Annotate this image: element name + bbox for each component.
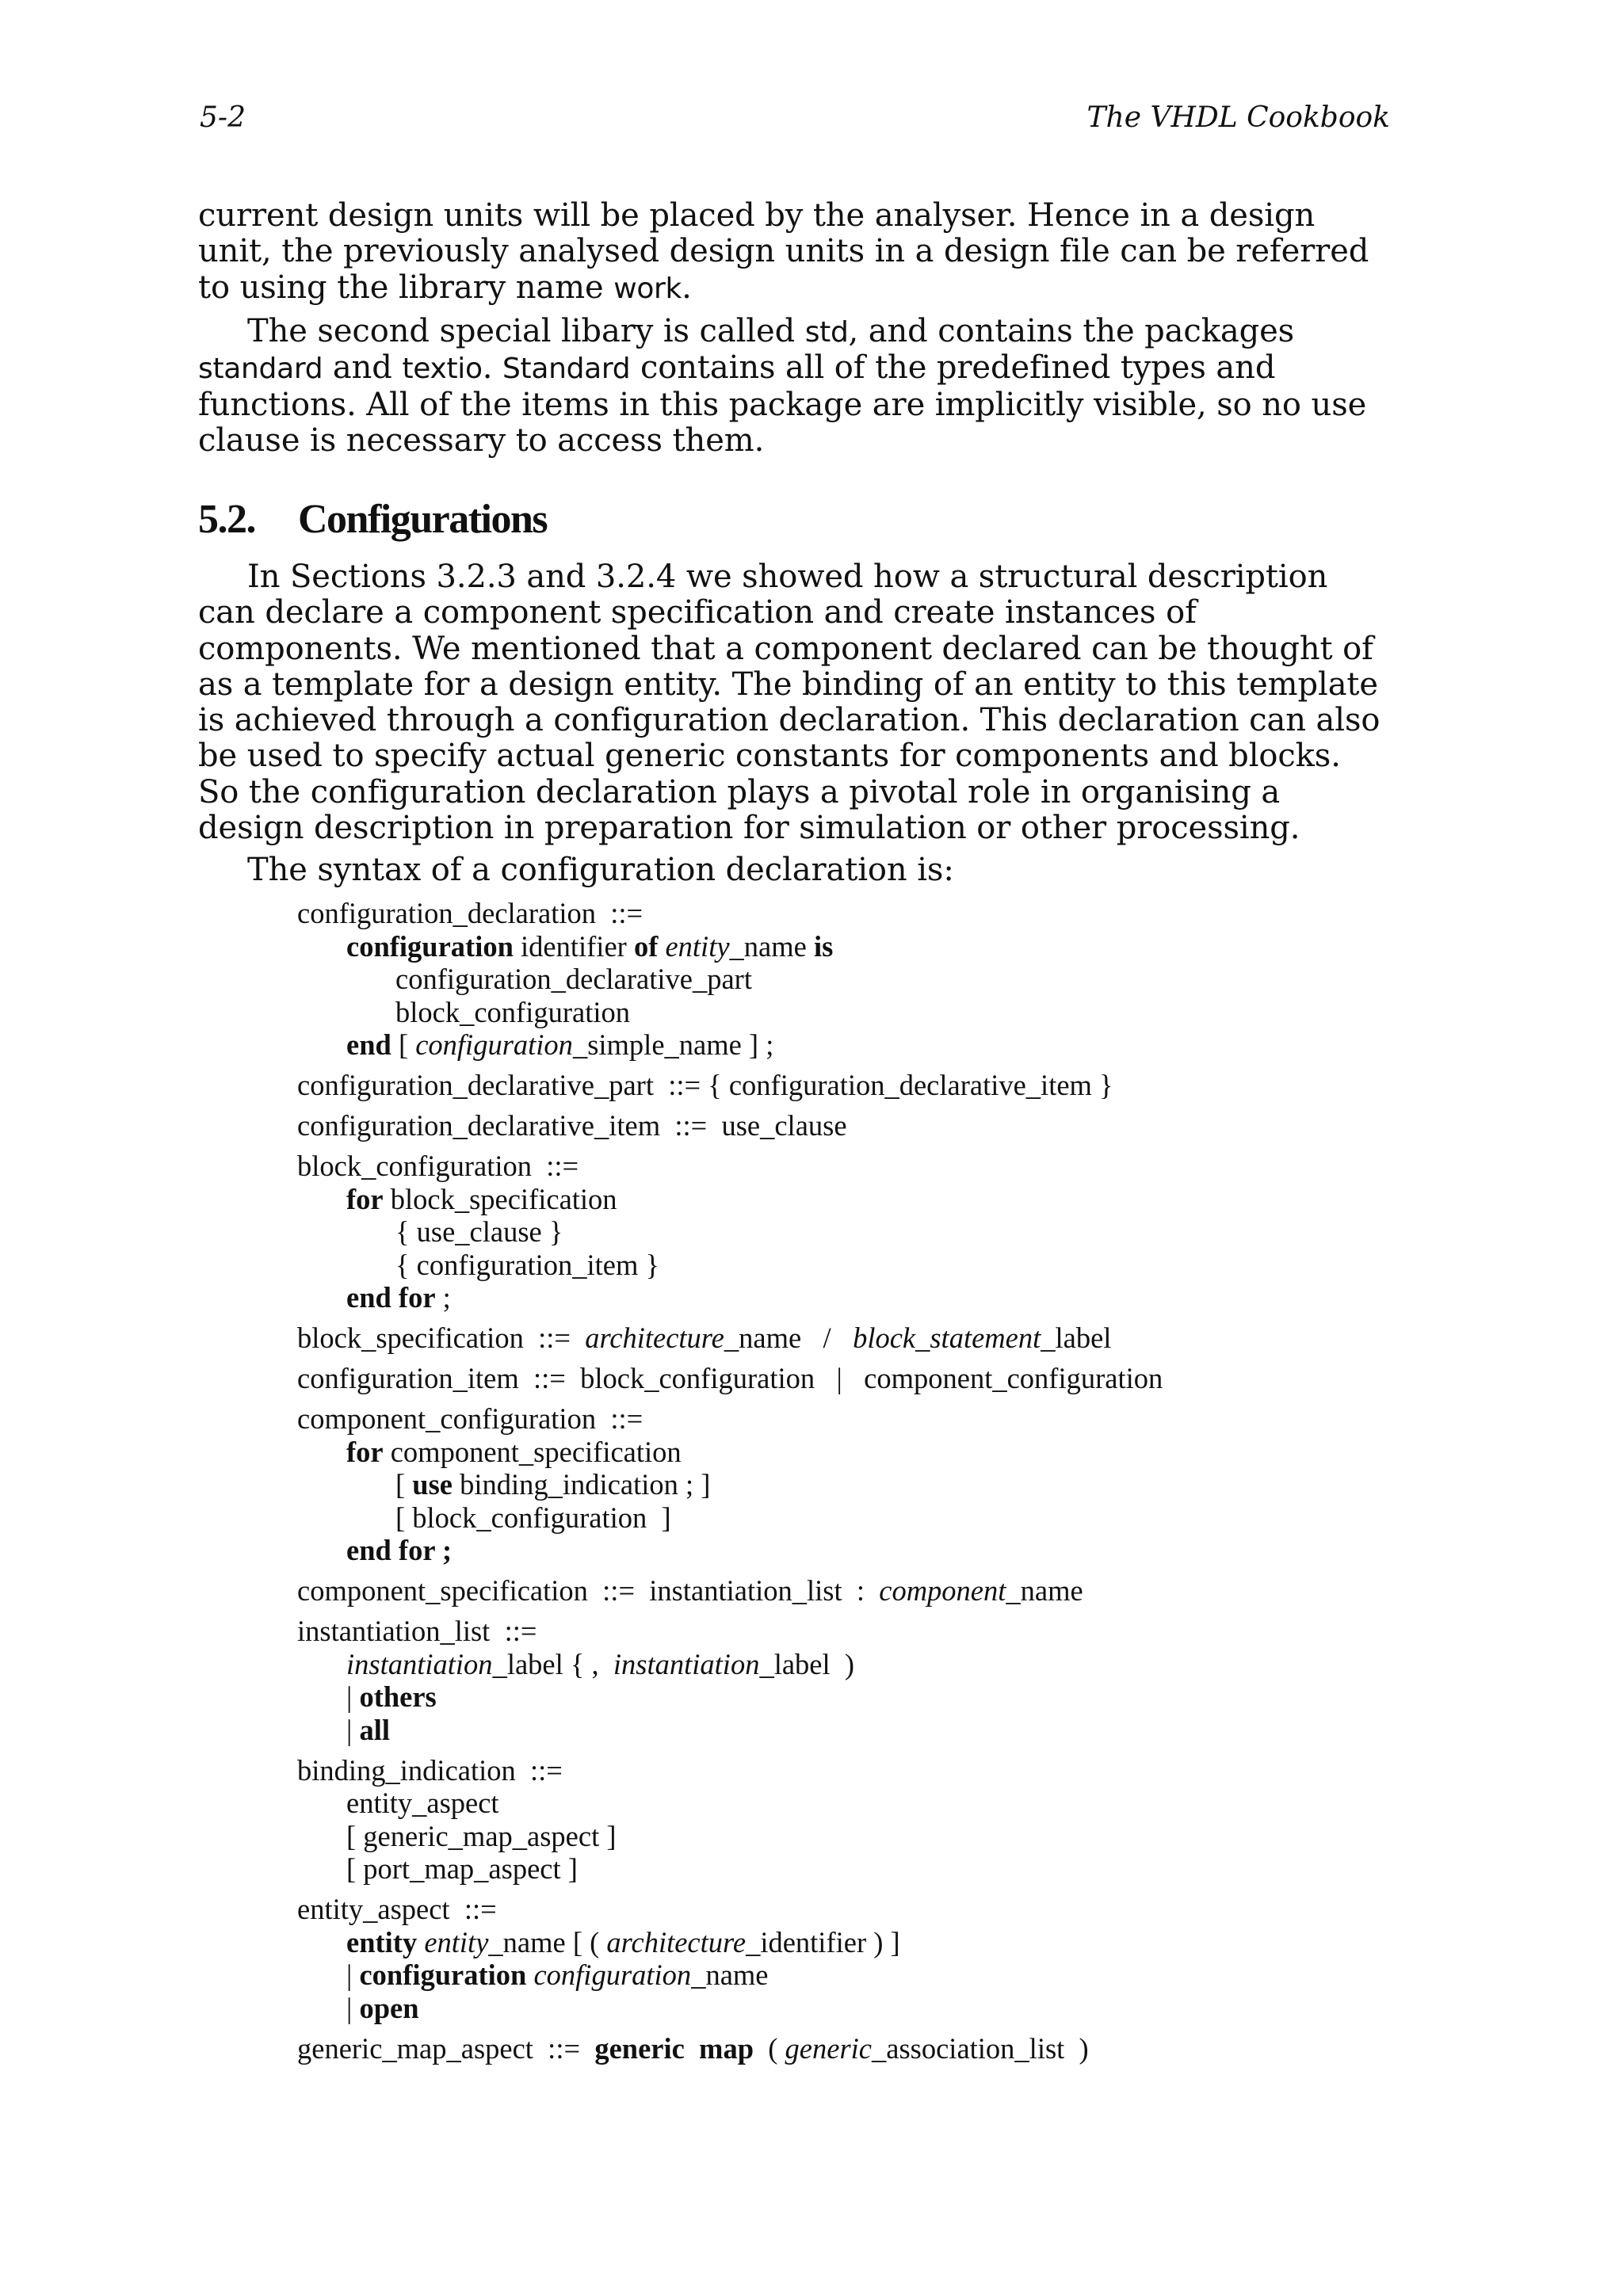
rule-instantiation-list: instantiation_list ::= instantiation_label { , instantiation_label ) | others | all: [297, 1615, 855, 1746]
rule-generic-map-aspect: generic_map_aspect ::= generic map ( generic_association_list ): [297, 2031, 1089, 2065]
rule-configuration-declarative-item: configuration_declarative_item ::= use_clause: [297, 1109, 847, 1142]
paragraph-std-library: The second special libary is called std, and contains the packages standard and textio. Standard contains all of the predefined types and functions. All of the items in this package are implicitly visible, so no use clause is necessary to access them.: [198, 313, 1367, 459]
code-standard-cap: Standard: [502, 353, 631, 386]
code-work: work: [613, 272, 682, 305]
paragraph-continuation: current design units will be placed by the analyser. Hence in a design unit, the previously analysed design units in a design file can be referred to using the library name work.: [198, 197, 1369, 306]
code-standard: standard: [198, 353, 323, 386]
paragraph-configurations-intro: In Sections 3.2.3 and 3.2.4 we showed how a structural description can declare a component specification and create instances of components. We mentioned that a component declared can be thought of as a template for a design entity. The binding of an entity to this template is achieved through a configuration declaration. This declaration can also be used to specify actual generic constants for components and blocks. So the configuration declaration plays a pivotal role in organising a design description in preparation for simulation or other processing.: [198, 559, 1381, 847]
rule-component-specification: component_specification ::= instantiation_list : component_name: [297, 1574, 1083, 1607]
rule-component-configuration: component_configuration ::= for component_specification [ use binding_indication ; ] [ block_configuration ] end for ;: [297, 1402, 711, 1566]
code-textio: textio: [402, 353, 483, 386]
section-number: 5.2.: [198, 497, 255, 542]
paragraph-syntax-intro: The syntax of a configuration declaration is:: [247, 852, 954, 888]
rule-configuration-declarative-part: configuration_declarative_part ::= { configuration_declarative_item }: [297, 1069, 1113, 1101]
rule-block-specification: block_specification ::= architecture_name / block_statement_label: [297, 1322, 1112, 1354]
book-title: The VHDL Cookbook: [1086, 101, 1390, 134]
page-number: 5-2: [200, 101, 246, 134]
rule-binding-indication: binding_indication ::= entity_aspect [ generic_map_aspect ] [ port_map_aspect ]: [297, 1753, 617, 1885]
section-heading: [198, 496, 547, 543]
syntax-grammar: [297, 897, 1486, 2073]
section-title: Configurations: [298, 497, 548, 542]
running-head: [200, 98, 1390, 138]
rule-entity-aspect: entity_aspect ::= entity entity_name [ ( architecture_identifier ) ] | configuration configuration_name | open: [297, 1893, 900, 2024]
rule-configuration-item: configuration_item ::= block_configuration | component_configuration: [297, 1362, 1163, 1394]
code-std: std: [804, 316, 849, 349]
rule-configuration-declaration: configuration_declaration ::= configuration identifier of entity_name is configuration_declarative_part block_configuration end [ configuration_simple_name ] ;: [297, 897, 834, 1061]
rule-block-configuration: block_configuration ::= for block_specification { use_clause } { configuration_item } end for ;: [297, 1150, 660, 1314]
